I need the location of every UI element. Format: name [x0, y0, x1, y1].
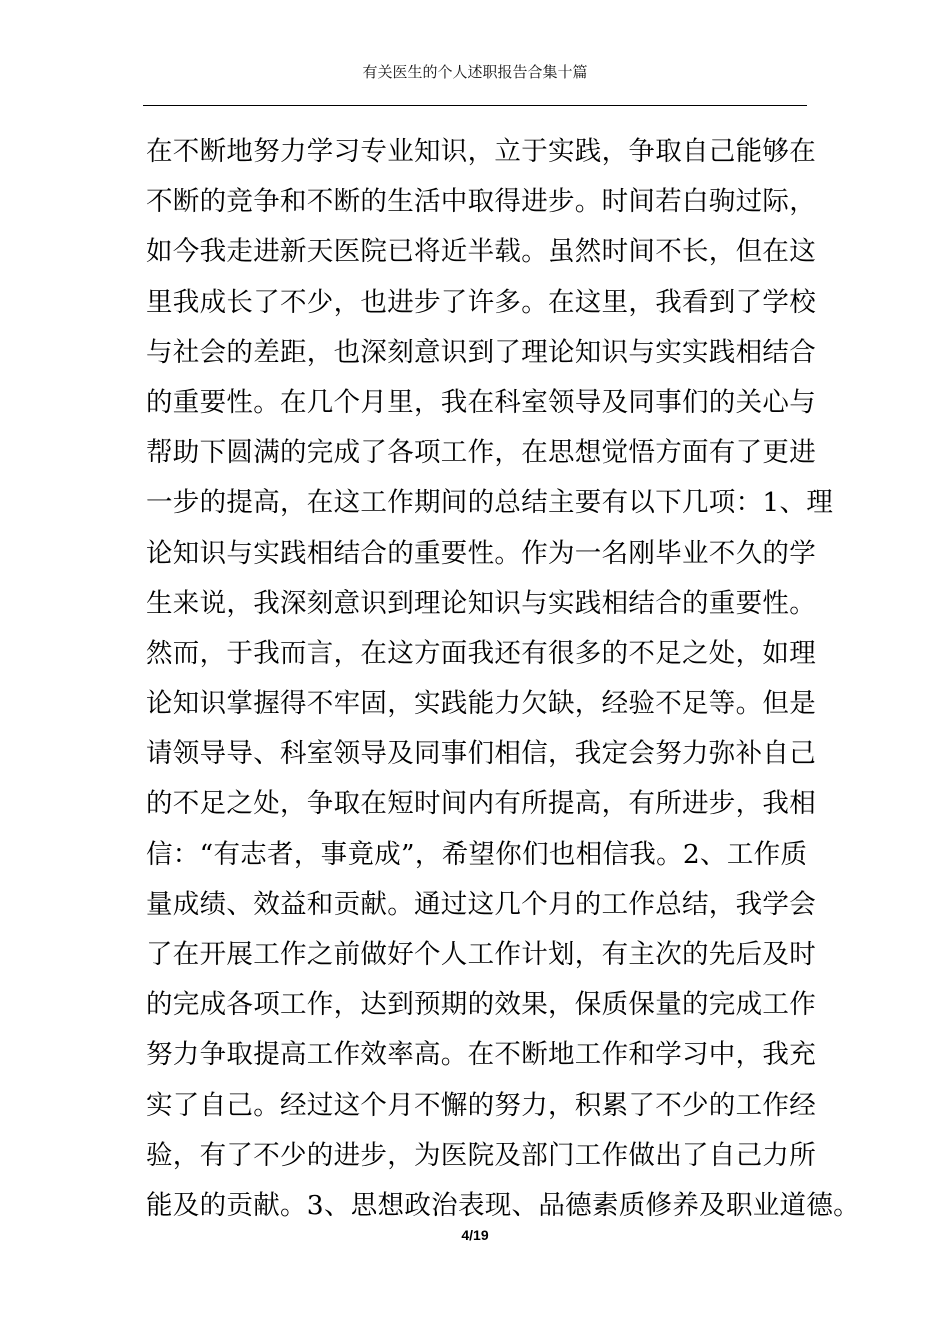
body-line: 如今我走进新天医院已将近半载。虽然时间不长，但在这 — [146, 236, 816, 268]
body-line: 论知识与实践相结合的重要性。作为一名刚毕业不久的学 — [146, 537, 816, 569]
body-line: 实了自己。经过这个月不懈的努力，积累了不少的工作经 — [146, 1089, 816, 1121]
body-line: 了在开展工作之前做好个人工作计划，有主次的先后及时 — [146, 939, 816, 970]
body-line: 一步的提高，在这工作期间的总结主要有以下几项：1、理 — [146, 487, 834, 519]
body-line: 的重要性。在几个月里，我在科室领导及同事们的关心与 — [146, 386, 816, 418]
body-line: 努力争取提高工作效率高。在不断地工作和学习中，我充 — [146, 1039, 816, 1071]
body-line: 信：“有志者，事竟成”，希望你们也相信我。2、工作质 — [146, 838, 808, 870]
body-line: 论知识掌握得不牢固，实践能力欠缺，经验不足等。但是 — [146, 688, 816, 720]
body-line: 与社会的差距，也深刻意识到了理论知识与实实践相结合 — [146, 336, 816, 368]
body-line: 验，有了不少的进步，为医院及部门工作做出了自己力所 — [146, 1139, 816, 1171]
header-divider — [143, 105, 807, 106]
body-line: 在不断地努力学习专业知识，立于实践，争取自己能够在 — [146, 136, 816, 167]
body-line: 量成绩、效益和贡献。通过这几个月的工作总结，我学会 — [146, 888, 816, 920]
body-line: 不断的竞争和不断的生活中取得进步。时间若白驹过际， — [146, 186, 816, 218]
body-line: 能及的贡献。3、思想政治表现、品德素质修养及职业道德。 — [146, 1189, 860, 1221]
body-line: 里我成长了不少，也进步了许多。在这里，我看到了学校 — [146, 286, 816, 318]
body-line: 生来说，我深刻意识到理论知识与实践相结合的重要性。 — [146, 587, 816, 619]
page-header-title: 有关医生的个人述职报告合集十篇 — [362, 63, 588, 81]
body-text — [146, 127, 860, 1231]
body-line: 帮助下圆满的完成了各项工作，在思想觉悟方面有了更进 — [146, 437, 816, 469]
page-number: 4/19 — [461, 1227, 489, 1243]
body-line: 然而，于我而言，在这方面我还有很多的不足之处，如理 — [146, 637, 816, 669]
body-line: 请领导导、科室领导及同事们相信，我定会努力弥补自己 — [146, 738, 816, 770]
body-line: 的完成各项工作，达到预期的效果，保质保量的完成工作 — [146, 989, 816, 1021]
body-line: 的不足之处，争取在短时间内有所提高，有所进步，我相 — [146, 788, 816, 820]
